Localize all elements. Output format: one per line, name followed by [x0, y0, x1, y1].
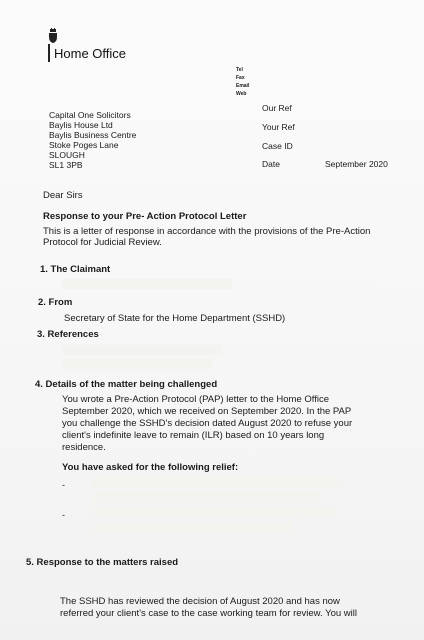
recipient-line: Baylis House Ltd: [49, 120, 113, 130]
section-claimant-heading: 1. The Claimant: [40, 264, 111, 275]
org-name: Home Office: [54, 46, 127, 61]
contact-tel-label: Tel: [236, 67, 243, 73]
section-references-heading: 3. References: [37, 329, 99, 340]
section-response-heading: 5. Response to the matters raised: [26, 557, 179, 568]
your-ref-label: Your Ref: [262, 122, 295, 132]
section-from-body: Secretary of State for the Home Department (SSHD): [64, 313, 286, 324]
relief-heading: You have asked for the following relief:: [62, 462, 239, 473]
date-value: September 2020: [325, 159, 388, 169]
details-line: residence.: [62, 442, 106, 453]
section-details-heading: 4. Details of the matter being challenged: [35, 379, 218, 390]
details-line: you challenge the SSHD's decision dated August 2020 to refuse your: [62, 418, 353, 429]
redaction-block: [62, 345, 222, 355]
details-line: You wrote a Pre-Action Protocol (PAP) letter to the Home Office: [62, 394, 330, 405]
details-line: client's indefinite leave to remain (ILR) based on 10 years long: [62, 430, 325, 441]
redaction-block: [92, 477, 342, 488]
intro-line: Protocol for Judicial Review.: [43, 237, 162, 248]
letter-subject: Response to your Pre- Action Protocol Letter: [43, 211, 247, 222]
section-from-heading: 2. From: [38, 297, 73, 308]
redaction-block: [92, 507, 337, 518]
case-id-label: Case ID: [262, 141, 293, 151]
salutation: Dear Sirs: [43, 190, 83, 201]
response-line: referred your client's case to the case working team for review. You will: [60, 608, 357, 619]
recipient-line: Stoke Poges Lane: [49, 140, 119, 150]
response-line: The SSHD has reviewed the decision of August 2020 and has now: [60, 596, 340, 607]
redaction-block: [62, 279, 232, 289]
redaction-block: [92, 522, 292, 533]
relief-bullet: -: [62, 480, 65, 490]
contact-web-label: Web: [236, 91, 247, 97]
recipient-line: Capital One Solicitors: [49, 110, 131, 120]
royal-crest-icon: [46, 28, 60, 44]
recipient-line: SLOUGH: [49, 150, 85, 160]
details-line: September 2020, which we received on September 2020. In the PAP: [62, 406, 352, 417]
date-label: Date: [262, 159, 280, 169]
redaction-block: [62, 359, 212, 369]
recipient-line: SL1 3PB: [49, 160, 83, 170]
recipient-line: Baylis Business Centre: [49, 130, 137, 140]
redaction-block: [92, 492, 322, 503]
intro-line: This is a letter of response in accordance with the provisions of the Pre-Action: [43, 226, 371, 237]
contact-email-label: Email: [236, 83, 250, 89]
contact-fax-label: Fax: [236, 75, 245, 81]
our-ref-label: Our Ref: [262, 103, 292, 113]
logo-divider: [48, 44, 50, 62]
relief-bullet: -: [62, 510, 65, 520]
